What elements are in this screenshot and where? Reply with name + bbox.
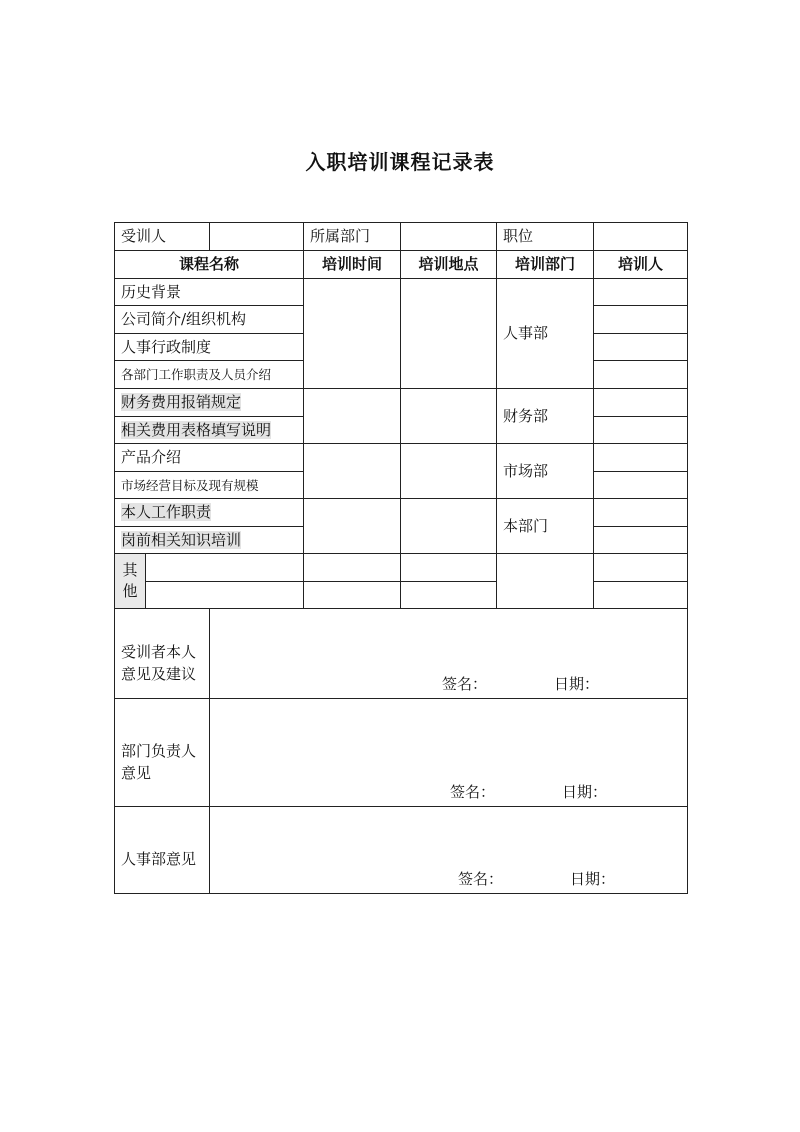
training-location-cell[interactable] <box>401 554 497 582</box>
trainee-opinion-row <box>115 609 688 699</box>
training-department-cell: 人事部 <box>497 279 594 389</box>
trainer-header: 培训人 <box>594 251 688 279</box>
department-label: 所属部门 <box>304 223 401 251</box>
course-name-cell: 市场经营目标及现有规模 <box>115 472 304 499</box>
other-label-char: 他 <box>122 582 138 600</box>
course-name-text: 财务费用报销规定 <box>121 393 242 411</box>
course-name-text: 相关费用表格填写说明 <box>121 420 272 439</box>
signature-label: 签名： <box>442 675 488 693</box>
dept-head-opinion-label: 部门负责人意见 <box>115 699 210 807</box>
dept-head-opinion-row <box>115 699 688 807</box>
other-course-field[interactable] <box>146 554 304 582</box>
course-name-text: 本人工作职责 <box>121 503 212 521</box>
trainer-cell[interactable] <box>594 527 688 554</box>
signature-line <box>458 870 616 889</box>
trainer-cell[interactable] <box>594 361 688 389</box>
date-label: 日期： <box>554 675 600 693</box>
trainee-opinion-field[interactable] <box>210 609 688 699</box>
training-location-cell[interactable] <box>401 279 497 389</box>
trainer-cell[interactable] <box>594 582 688 609</box>
training-time-cell[interactable] <box>304 582 401 609</box>
training-location-header: 培训地点 <box>401 251 497 279</box>
position-value-field[interactable] <box>594 223 688 251</box>
position-label: 职位 <box>497 223 594 251</box>
training-location-cell[interactable] <box>401 582 497 609</box>
header-row <box>115 251 688 279</box>
department-value-field[interactable] <box>401 223 497 251</box>
signature-label: 签名： <box>458 870 504 888</box>
signature-label: 签名： <box>450 783 496 801</box>
training-department-header: 培训部门 <box>497 251 594 279</box>
trainer-cell[interactable] <box>594 417 688 444</box>
trainer-cell[interactable] <box>594 499 688 527</box>
training-location-cell[interactable] <box>401 389 497 444</box>
table-row <box>115 389 688 417</box>
trainer-cell[interactable] <box>594 444 688 472</box>
training-department-cell: 本部门 <box>497 499 594 554</box>
training-time-cell[interactable] <box>304 389 401 444</box>
training-location-cell[interactable] <box>401 499 497 554</box>
table-row <box>115 444 688 472</box>
course-name-cell <box>115 527 304 554</box>
training-time-cell[interactable] <box>304 554 401 582</box>
hr-opinion-label: 人事部意见 <box>115 807 210 894</box>
course-name-cell <box>115 389 304 417</box>
dept-head-opinion-field[interactable] <box>210 699 688 807</box>
course-name-cell: 公司简介/组织机构 <box>115 306 304 334</box>
course-name-cell <box>115 499 304 527</box>
trainee-label: 受训人 <box>115 223 210 251</box>
trainee-opinion-label: 受训者本人意见及建议 <box>115 609 210 699</box>
date-label: 日期： <box>562 783 608 801</box>
table-row <box>115 499 688 527</box>
training-time-cell[interactable] <box>304 279 401 389</box>
training-department-cell[interactable] <box>497 554 594 609</box>
form-title: 入职培训课程记录表 <box>305 150 495 174</box>
trainer-cell[interactable] <box>594 334 688 361</box>
trainee-value-field[interactable] <box>210 223 304 251</box>
date-label: 日期： <box>570 870 616 888</box>
course-name-cell: 各部门工作职责及人员介绍 <box>115 361 304 389</box>
training-time-cell[interactable] <box>304 499 401 554</box>
course-name-cell: 产品介绍 <box>115 444 304 472</box>
hr-opinion-field[interactable] <box>210 807 688 894</box>
training-location-cell[interactable] <box>401 444 497 499</box>
trainer-cell[interactable] <box>594 306 688 334</box>
trainer-cell[interactable] <box>594 279 688 306</box>
training-department-cell: 市场部 <box>497 444 594 499</box>
other-label-cell <box>115 554 146 609</box>
info-row <box>115 223 688 251</box>
training-record-table <box>114 222 688 894</box>
course-name-text: 岗前相关知识培训 <box>121 530 242 549</box>
training-time-header: 培训时间 <box>304 251 401 279</box>
course-name-cell: 人事行政制度 <box>115 334 304 361</box>
course-name-cell: 历史背景 <box>115 279 304 306</box>
other-label-char: 其 <box>122 561 138 579</box>
trainer-cell[interactable] <box>594 389 688 417</box>
training-department-cell: 财务部 <box>497 389 594 444</box>
training-time-cell[interactable] <box>304 444 401 499</box>
other-course-field[interactable] <box>146 582 304 609</box>
trainer-cell[interactable] <box>594 554 688 582</box>
table-row <box>115 279 688 306</box>
table-row <box>115 554 688 582</box>
signature-line <box>442 675 600 694</box>
trainer-cell[interactable] <box>594 472 688 499</box>
signature-line <box>450 783 608 802</box>
course-name-cell <box>115 417 304 444</box>
course-name-header: 课程名称 <box>115 251 304 279</box>
hr-opinion-row <box>115 807 688 894</box>
table-row <box>115 582 688 609</box>
